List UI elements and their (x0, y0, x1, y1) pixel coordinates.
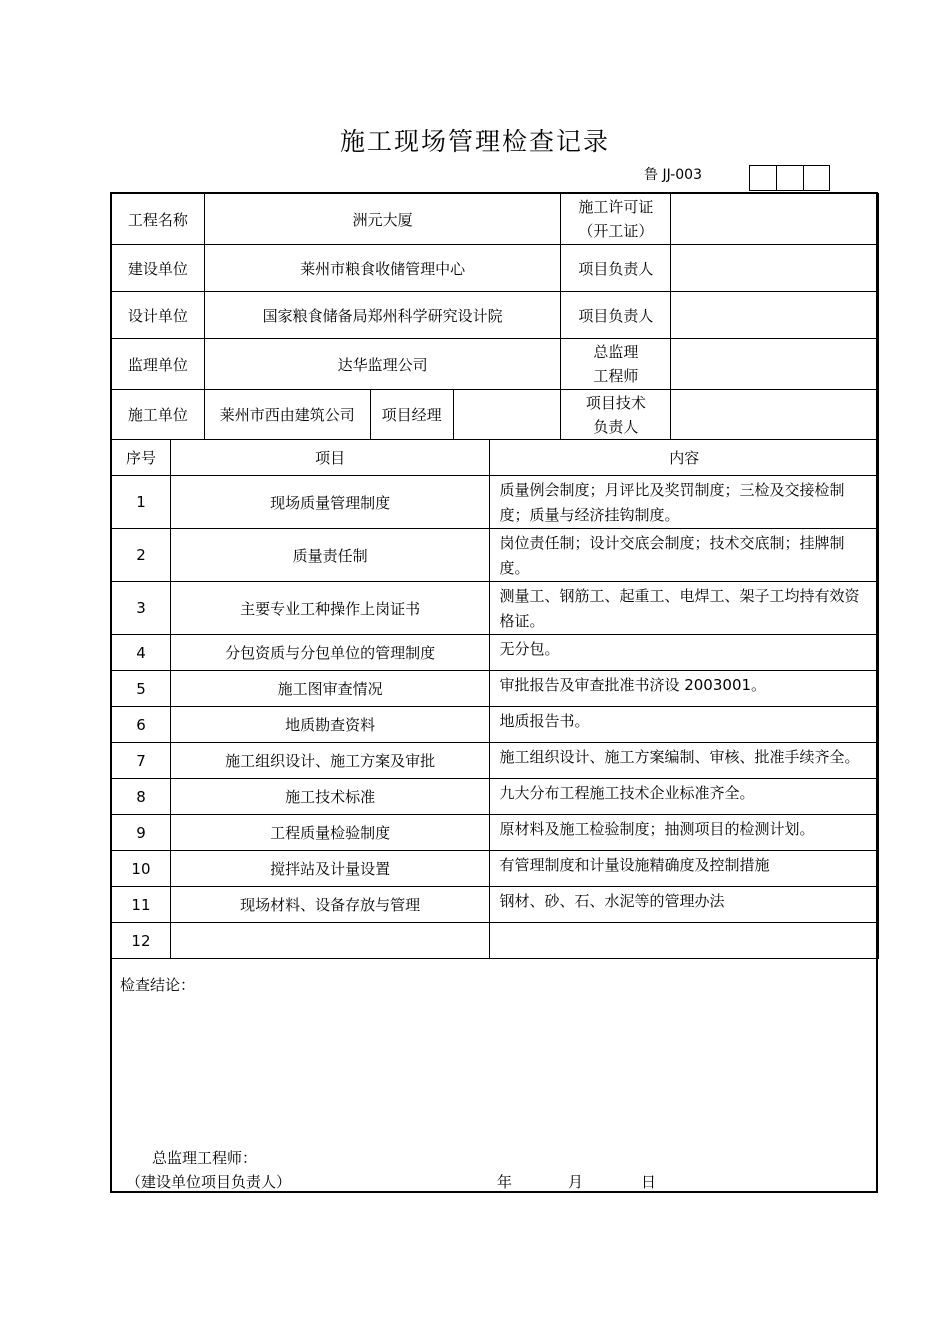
page-title: 施工现场管理检查记录 (339, 127, 610, 156)
chief-engineer-label-line2: 工程师 (593, 367, 639, 385)
owner-value: 莱州市粮食收储管理中心 (204, 245, 561, 292)
permit-label (561, 194, 671, 245)
row-content: 施工组织设计、施工方案编制、审核、批准手续齐全。 (490, 743, 879, 779)
tech-leader-value (671, 390, 879, 440)
row-content: 地质报告书。 (490, 707, 879, 743)
row-item: 质量责任制 (170, 529, 490, 582)
row-content: 九大分布工程施工技术企业标准齐全。 (490, 779, 879, 815)
table-row (112, 923, 879, 959)
project-name-value: 洲元大厦 (204, 194, 561, 245)
row-seq: 9 (112, 815, 171, 851)
row-item: 工程质量检验制度 (170, 815, 490, 851)
tech-leader-label-line2: 负责人 (593, 417, 639, 436)
row-item: 现场质量管理制度 (170, 476, 490, 529)
table-row (112, 635, 879, 671)
date-year-label: 年 (497, 1173, 513, 1191)
table-row (112, 476, 879, 529)
owner-leader-value (671, 245, 879, 292)
supervision-label: 监理单位 (112, 339, 205, 390)
row-content: 钢材、砂、石、水泥等的管理办法 (490, 887, 879, 923)
chief-engineer-sign-label: 总监理工程师： (152, 1149, 258, 1167)
tech-leader-label (561, 390, 671, 440)
design-leader-label: 项目负责人 (561, 292, 671, 339)
table-row (112, 529, 879, 582)
header-table (111, 193, 879, 440)
permit-value (671, 194, 879, 245)
row-seq: 2 (112, 529, 171, 582)
row-seq: 5 (112, 671, 171, 707)
supervision-value: 达华监理公司 (204, 339, 561, 390)
row-seq: 3 (112, 582, 171, 635)
table-row (112, 887, 879, 923)
col-seq-header: 序号 (112, 440, 171, 476)
row-item: 施工组织设计、施工方案及审批 (170, 743, 490, 779)
chief-engineer-label (561, 339, 671, 390)
col-item-header: 项目 (170, 440, 490, 476)
table-row (112, 582, 879, 635)
row-item: 现场材料、设备存放与管理 (170, 887, 490, 923)
col-content-header: 内容 (490, 440, 879, 476)
code-box (776, 165, 803, 191)
row-item: 搅拌站及计量设置 (170, 851, 490, 887)
owner-leader-label: 项目负责人 (561, 245, 671, 292)
row-seq: 7 (112, 743, 171, 779)
design-label: 设计单位 (112, 292, 205, 339)
row-seq: 12 (112, 923, 171, 959)
inspection-form (110, 192, 878, 1193)
design-value: 国家粮食储备局郑州科学研究设计院 (204, 292, 561, 339)
row-item: 主要专业工种操作上岗证书 (170, 582, 490, 635)
row-seq: 10 (112, 851, 171, 887)
row-content (490, 923, 879, 959)
row-seq: 1 (112, 476, 171, 529)
row-item (170, 923, 490, 959)
tech-leader-label-line1: 项目技术 (585, 393, 646, 412)
conclusion-label: 检查结论： (120, 976, 196, 994)
row-content: 有管理制度和计量设施精确度及控制措施 (490, 851, 879, 887)
row-item: 施工技术标准 (170, 779, 490, 815)
row-content: 质量例会制度；月评比及奖罚制度；三检及交接检制度；质量与经济挂钩制度。 (490, 476, 879, 529)
table-row (112, 743, 879, 779)
date-month-label: 月 (568, 1173, 584, 1191)
contractor-value: 莱州市西由建筑公司 (204, 390, 370, 440)
pm-value (453, 390, 561, 440)
row-content: 无分包。 (490, 635, 879, 671)
table-row (112, 851, 879, 887)
table-row (112, 671, 879, 707)
pm-label: 项目经理 (370, 390, 453, 440)
code-box (803, 165, 830, 191)
contractor-label: 施工单位 (112, 390, 205, 440)
row-content: 岗位责任制；设计交底会制度；技术交底制；挂牌制度。 (490, 529, 879, 582)
row-content: 原材料及施工检验制度；抽测项目的检测计划。 (490, 815, 879, 851)
permit-label-line2: （开工证） (578, 222, 654, 240)
row-seq: 6 (112, 707, 171, 743)
items-table (111, 439, 879, 959)
chief-engineer-label-line1: 总监理 (593, 343, 639, 361)
chief-engineer-value (671, 339, 879, 390)
code-box (749, 165, 776, 191)
row-seq: 11 (112, 887, 171, 923)
table-row (112, 707, 879, 743)
project-name-label: 工程名称 (112, 194, 205, 245)
row-item: 分包资质与分包单位的管理制度 (170, 635, 490, 671)
owner-label: 建设单位 (112, 245, 205, 292)
table-row (112, 779, 879, 815)
permit-label-line1: 施工许可证 (578, 198, 654, 216)
row-content: 审批报告及审查批准书济设 2003001。 (490, 671, 879, 707)
row-content: 测量工、钢筋工、起重工、电焊工、架子工均持有效资格证。 (490, 582, 879, 635)
row-item: 地质勘查资料 (170, 707, 490, 743)
owner-leader-sign-label: （建设单位项目负责人） (126, 1173, 292, 1191)
form-code: 鲁 JJ-003 (644, 167, 702, 183)
row-seq: 4 (112, 635, 171, 671)
table-row (112, 815, 879, 851)
code-boxes (749, 165, 830, 191)
date-day-label: 日 (641, 1173, 657, 1191)
design-leader-value (671, 292, 879, 339)
row-item: 施工图审查情况 (170, 671, 490, 707)
row-seq: 8 (112, 779, 171, 815)
